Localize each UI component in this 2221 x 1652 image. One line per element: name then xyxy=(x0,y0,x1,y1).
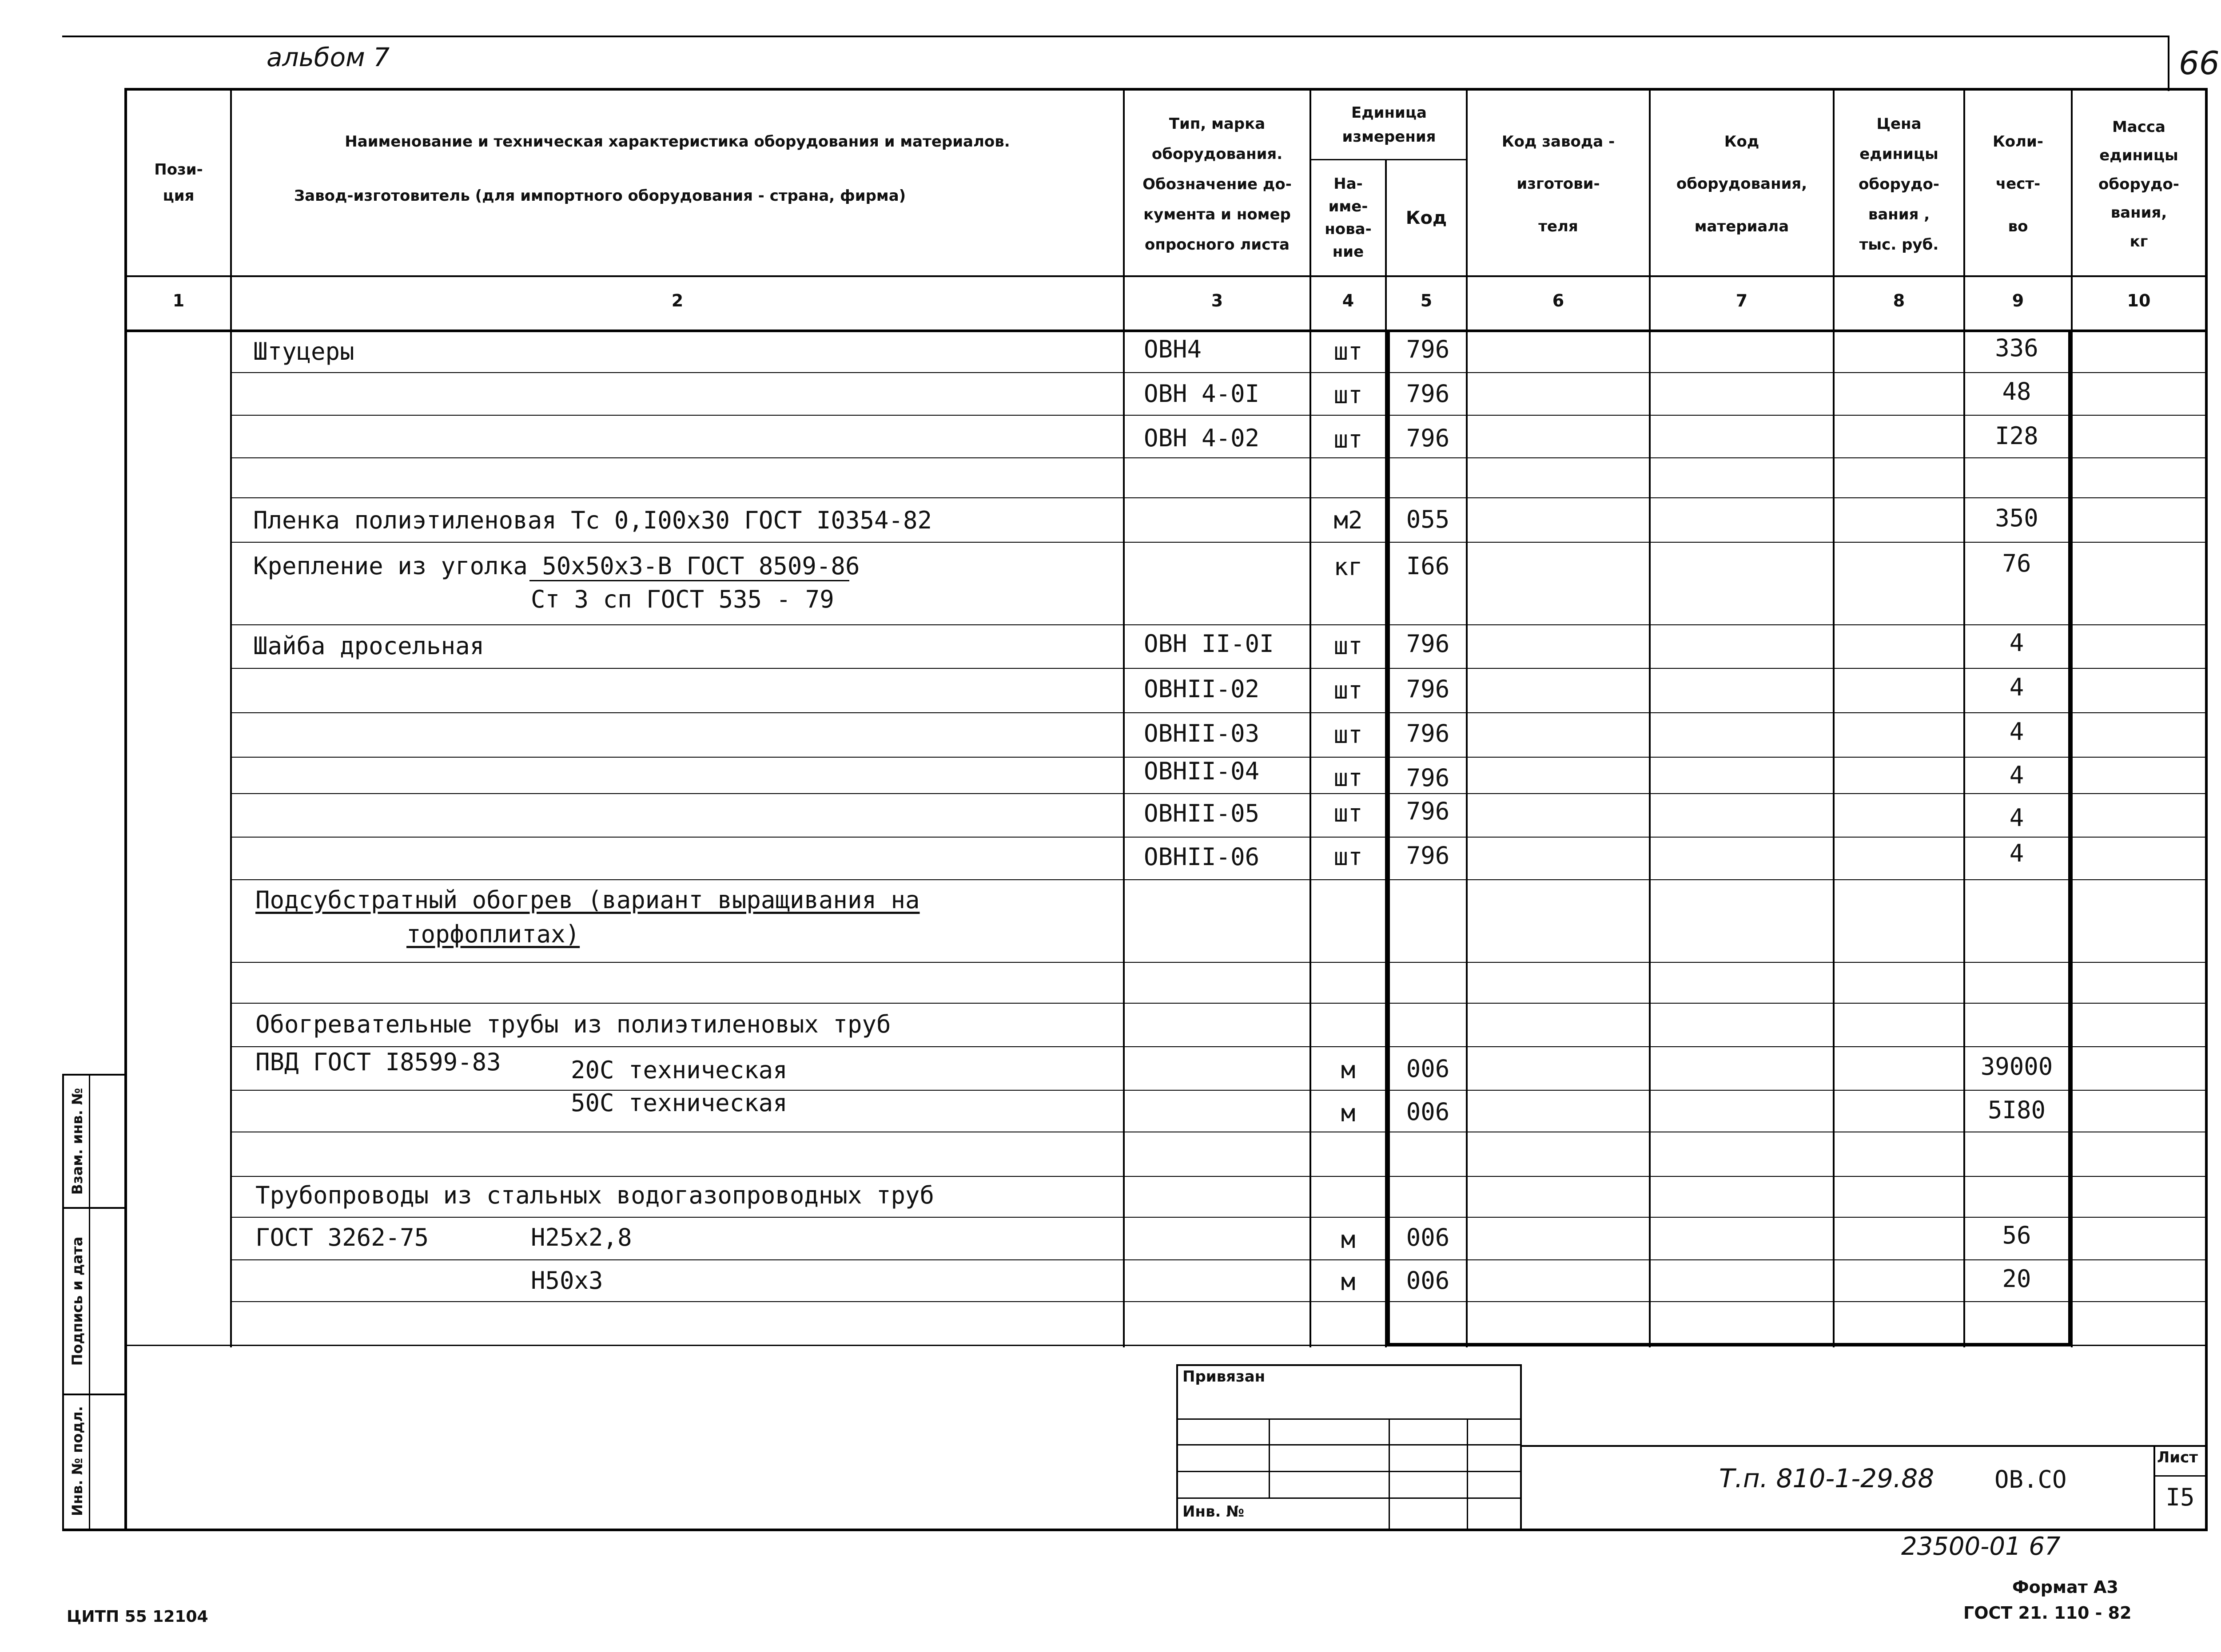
header-qty: Коли- чест- во xyxy=(1993,133,2043,235)
row-type: ОВН 4-0I xyxy=(1144,380,1260,408)
row-qty: 4 xyxy=(2009,761,2024,789)
album-label: альбом 7 xyxy=(267,42,390,72)
header-mass: Масса единицы оборудо- вания, кг xyxy=(2098,118,2179,250)
row-qty: 4 xyxy=(2009,629,2024,657)
row-qty: 4 xyxy=(2009,839,2024,867)
row-code: 006 xyxy=(1406,1267,1450,1295)
side-label-inv: Инв. № подл. xyxy=(69,1406,86,1516)
header-equip-code: Код оборудования, материала xyxy=(1676,133,1807,235)
row-code: 796 xyxy=(1406,797,1450,825)
header-name-line2: Завод-изготовитель (для импортного оборудования - страна, фирма) xyxy=(294,187,906,205)
row-subname: 50С техническая xyxy=(571,1089,788,1117)
header-unit-code: Код xyxy=(1405,208,1447,228)
row-name: Обогревательные трубы из полиэтиленовых труб xyxy=(255,1010,891,1038)
row-qty: 76 xyxy=(2002,549,2031,577)
doc-code: ОВ.СО xyxy=(1994,1465,2067,1493)
header-type: Тип, марка оборудования. Обозначение до- кумента и номер опросного листа xyxy=(1142,115,1292,254)
row-type: ОВНII-02 xyxy=(1144,675,1260,703)
row-code: 796 xyxy=(1406,719,1450,747)
row-code: 796 xyxy=(1406,842,1450,870)
row-name: Трубопроводы из стальных водогазопроводных труб xyxy=(255,1181,935,1209)
header-unit-group: Единица измерения xyxy=(1342,103,1436,146)
row-type: ОВНII-04 xyxy=(1144,757,1260,785)
row-code: 006 xyxy=(1406,1098,1450,1126)
row-unit: шт xyxy=(1333,843,1363,871)
header-factory-code: Код завода - изготови- теля xyxy=(1501,133,1615,235)
col-number-3: 3 xyxy=(1211,291,1223,310)
row-qty: 4 xyxy=(2009,804,2024,832)
col-number-6: 6 xyxy=(1552,291,1564,310)
row-name: ГОСТ 3262-75 xyxy=(255,1223,429,1251)
row-unit: шт xyxy=(1333,721,1363,749)
row-code: 796 xyxy=(1406,424,1450,452)
format-label: Формат А3 xyxy=(2012,1577,2118,1597)
col-number-7: 7 xyxy=(1735,291,1748,310)
stamp-inv-no: Инв. № xyxy=(1182,1503,1245,1521)
row-qty: 56 xyxy=(2002,1221,2031,1249)
row-unit: кг xyxy=(1333,553,1363,581)
row-type: ОВН II-0I xyxy=(1144,630,1274,658)
col-number-8: 8 xyxy=(1893,291,1905,310)
row-type: ОВН4 xyxy=(1144,335,1202,363)
row-unit: шт xyxy=(1333,632,1363,660)
row-unit: шт xyxy=(1333,676,1363,704)
archive-number: 23500-01 67 xyxy=(1901,1532,2061,1561)
cipt-label: ЦИТП 55 12104 xyxy=(67,1608,208,1626)
sheet-number: I5 xyxy=(2165,1483,2195,1511)
header-name-line1: Наименование и техническая характеристика оборудования и материалов. xyxy=(345,133,1010,151)
row-unit: шт xyxy=(1333,425,1363,453)
row-subname: Н25х2,8 xyxy=(531,1223,632,1251)
row-type: ОВНII-03 xyxy=(1144,719,1260,747)
row-type: ОВН 4-02 xyxy=(1144,424,1260,452)
row-code: 796 xyxy=(1406,335,1450,363)
side-label-podpis: Подпись и дата xyxy=(69,1236,86,1366)
row-unit: м2 xyxy=(1333,506,1363,534)
sheet-label: Лист xyxy=(2157,1449,2198,1466)
row-code: 796 xyxy=(1406,764,1450,792)
row-type: ОВНII-05 xyxy=(1144,799,1260,827)
row-code: 006 xyxy=(1406,1055,1450,1083)
row-unit: шт xyxy=(1333,381,1363,409)
row-unit: шт xyxy=(1333,799,1363,827)
col-number-1: 1 xyxy=(172,291,185,310)
stamp-privyazan: Привязан xyxy=(1182,1368,1266,1386)
row-qty: 336 xyxy=(1995,334,2038,362)
row-code: 796 xyxy=(1406,380,1450,408)
row-code: 055 xyxy=(1406,505,1450,533)
row-unit: шт xyxy=(1333,764,1363,792)
row-name-continued: Ст 3 сп ГОСТ 535 - 79 xyxy=(531,585,834,613)
underline xyxy=(529,580,849,581)
col-number-2: 2 xyxy=(671,291,684,310)
col-number-5: 5 xyxy=(1420,291,1433,310)
header-price: Цена единицы оборудо- вания , тыс. руб. xyxy=(1859,115,1939,254)
row-code: 006 xyxy=(1406,1223,1450,1251)
header-unit-name: На- име- нова- ние xyxy=(1325,175,1372,261)
page-number: 66 xyxy=(2179,44,2220,82)
row-subname: 20С техническая xyxy=(571,1056,788,1084)
row-qty: 4 xyxy=(2009,718,2024,746)
row-qty: I28 xyxy=(1995,422,2038,450)
row-name: Крепление из уголка 50х50х3-В ГОСТ 8509-86 xyxy=(253,552,860,580)
row-name: Штуцеры xyxy=(253,338,354,365)
col-number-9: 9 xyxy=(2012,291,2024,310)
row-unit: м xyxy=(1341,1056,1356,1084)
row-qty: 4 xyxy=(2009,673,2024,701)
row-qty: 350 xyxy=(1995,504,2038,532)
row-name: Шайба дросельная xyxy=(253,632,485,660)
col-number-4: 4 xyxy=(1342,291,1354,310)
row-code: 796 xyxy=(1406,675,1450,703)
section-title: Подсубстратный обогрев (вариант выращивания на xyxy=(255,886,920,914)
designation: Т.п. 810-1-29.88 xyxy=(1719,1463,1934,1493)
col-number-10: 10 xyxy=(2127,291,2151,310)
row-qty: 5I80 xyxy=(1987,1096,2046,1124)
row-qty: 48 xyxy=(2002,377,2031,405)
row-qty: 39000 xyxy=(1980,1052,2053,1080)
row-name: Пленка полиэтиленовая Тс 0,I00х30 ГОСТ I0354-82 xyxy=(253,506,932,534)
row-unit: м xyxy=(1341,1226,1356,1254)
row-code: 796 xyxy=(1406,630,1450,658)
row-type: ОВНII-06 xyxy=(1144,843,1260,871)
row-subname: Н50х3 xyxy=(531,1267,603,1295)
header-position: Пози- ция xyxy=(154,160,203,205)
side-label-vzam: Взам. инв. № xyxy=(69,1088,86,1195)
row-unit: м xyxy=(1341,1099,1356,1127)
row-unit: шт xyxy=(1333,338,1363,365)
row-qty: 20 xyxy=(2002,1265,2031,1293)
row-unit: м xyxy=(1341,1268,1356,1296)
section-title-continued: торфоплитах) xyxy=(406,920,580,948)
gost-label: ГОСТ 21. 110 - 82 xyxy=(1963,1603,2132,1623)
row-name: ПВД ГОСТ I8599-83 xyxy=(255,1048,501,1076)
row-code: I66 xyxy=(1406,552,1450,580)
